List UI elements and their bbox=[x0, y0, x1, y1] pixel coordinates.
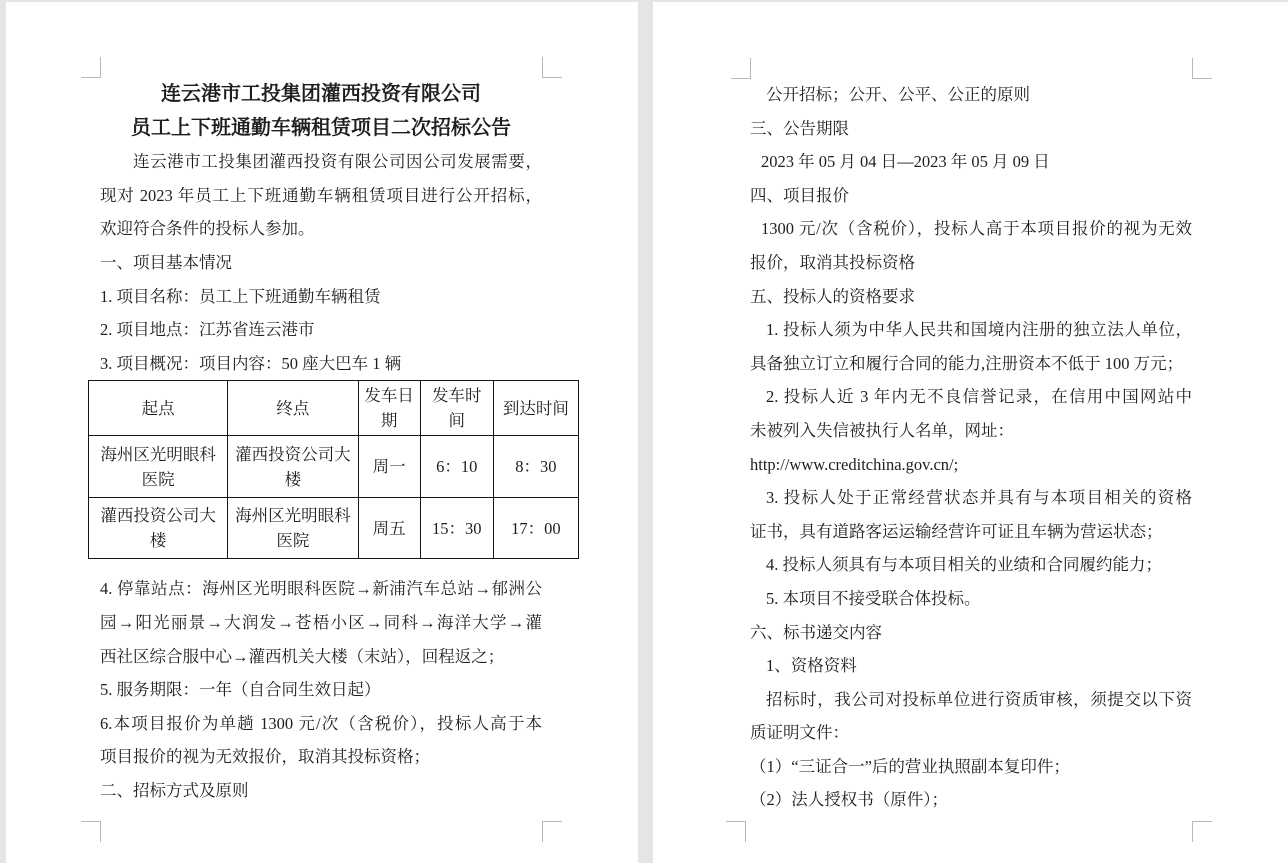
doc-title-line: 连云港市工投集团灌西投资有限公司 bbox=[161, 83, 481, 105]
doc-line: 西社区综合服中心→灌西机关大楼（末站），回程返之； bbox=[100, 646, 505, 666]
crop-mark-icon bbox=[731, 58, 751, 79]
table-cell: 灌西投资公司大楼 bbox=[228, 436, 358, 498]
col-header: 发车日期 bbox=[358, 381, 420, 436]
table-cell: 15：30 bbox=[420, 498, 493, 559]
doc-link-text: http://www.creditchina.gov.cn/; bbox=[750, 454, 959, 474]
doc-line: （1）“三证合一”后的营业执照副本复印件； bbox=[750, 756, 1070, 776]
doc-line: 1300 元/次（含税价），投标人高于本项目报价的视为无效 bbox=[761, 219, 1192, 239]
table-header-row bbox=[89, 381, 579, 436]
doc-line: 5. 本项目不接受联合体投标。 bbox=[766, 588, 981, 608]
doc-section-heading: 四、项目报价 bbox=[750, 185, 849, 205]
page-2 bbox=[750, 78, 1192, 817]
page-1 bbox=[100, 78, 569, 808]
table-cell: 海州区光明眼科医院 bbox=[228, 498, 358, 559]
doc-line: 欢迎符合条件的投标人参加。 bbox=[100, 219, 315, 239]
doc-line: 证书，具有道路客运运输经营许可证且车辆为营运状态； bbox=[750, 521, 1163, 541]
doc-section-heading: 三、公告期限 bbox=[750, 118, 849, 138]
doc-line: 公开招标；公开、公平、公正的原则 bbox=[766, 85, 1030, 104]
col-header: 到达时间 bbox=[493, 381, 578, 436]
table-cell: 8：30 bbox=[493, 436, 578, 498]
left-edge-gutter bbox=[0, 0, 6, 863]
doc-line: 具备独立订立和履行合同的能力,注册资本不低于 100 万元； bbox=[750, 353, 1184, 373]
doc-section-heading: 一、项目基本情况 bbox=[100, 252, 232, 272]
table-cell: 灌西投资公司大楼 bbox=[89, 498, 228, 559]
doc-line: 1. 投标人须为中华人民共和国境内注册的独立法人单位， bbox=[766, 320, 1192, 340]
bus-schedule-table bbox=[88, 380, 579, 559]
doc-line: 1. 项目名称：员工上下班通勤车辆租赁 bbox=[100, 286, 381, 306]
doc-line: 2. 项目地点：江苏省连云港市 bbox=[100, 320, 315, 340]
doc-line: 2. 投标人近 3 年内无不良信誉记录，在信用中国网站中 bbox=[766, 387, 1192, 407]
doc-line: 项目报价的视为无效报价，取消其投标资格； bbox=[100, 747, 430, 767]
crop-mark-icon bbox=[81, 57, 101, 78]
doc-section-heading: 六、标书递交内容 bbox=[750, 622, 882, 642]
col-header: 起点 bbox=[89, 381, 228, 436]
crop-mark-icon bbox=[726, 821, 746, 842]
table-cell: 6：10 bbox=[420, 436, 493, 498]
table-cell: 海州区光明眼科医院 bbox=[89, 436, 228, 498]
doc-line: 未被列入失信被执行人名单，网址： bbox=[750, 420, 1014, 440]
doc-line: 2023 年 05 月 04 日—2023 年 05 月 09 日 bbox=[761, 152, 1050, 172]
table-cell: 周一 bbox=[358, 436, 420, 498]
doc-line: 6.本项目报价为单趟 1300 元/次（含税价），投标人高于本 bbox=[100, 713, 542, 733]
crop-mark-icon bbox=[542, 57, 562, 78]
doc-line: 报价，取消其投标资格 bbox=[750, 252, 915, 272]
table-cell: 17：00 bbox=[493, 498, 578, 559]
doc-line: 招标时，我公司对投标单位进行资质审核，须提交以下资 bbox=[766, 689, 1192, 709]
table-cell: 周五 bbox=[358, 498, 420, 559]
crop-mark-icon bbox=[1192, 58, 1212, 79]
page-gap-gutter bbox=[638, 0, 653, 863]
crop-mark-icon bbox=[81, 821, 101, 842]
doc-line: 5. 服务期限：一年（自合同生效日起） bbox=[100, 680, 381, 700]
doc-title-line: 员工上下班通勤车辆租赁项目二次招标公告 bbox=[131, 116, 511, 139]
col-header: 终点 bbox=[228, 381, 358, 436]
doc-section-heading: 二、招标方式及原则 bbox=[100, 780, 249, 800]
doc-line: 质证明文件： bbox=[750, 723, 849, 743]
doc-line: 4. 投标人须具有与本项目相关的业绩和合同履约能力； bbox=[766, 555, 1162, 575]
table-row bbox=[89, 436, 579, 498]
doc-line: 连云港市工投集团灌西投资有限公司因公司发展需要， bbox=[133, 152, 542, 172]
crop-mark-icon bbox=[542, 821, 562, 842]
doc-line: （2）法人授权书（原件）； bbox=[750, 790, 948, 810]
doc-line: 现对 2023 年员工上下班通勤车辆租赁项目进行公开招标， bbox=[100, 185, 542, 205]
col-header: 发车时间 bbox=[420, 381, 493, 436]
doc-section-heading: 五、投标人的资格要求 bbox=[750, 286, 915, 306]
doc-line: 3. 投标人处于正常经营状态并具有与本项目相关的资格 bbox=[766, 488, 1192, 508]
doc-line: 3. 项目概况：项目内容：50 座大巴车 1 辆 bbox=[100, 353, 402, 373]
doc-line: 园→阳光丽景→大润发→苍梧小区→同科→海洋大学→灌 bbox=[100, 612, 542, 632]
doc-line: 1、资格资料 bbox=[766, 656, 857, 676]
table-row bbox=[89, 498, 579, 559]
crop-mark-icon bbox=[1192, 821, 1212, 842]
doc-line: 4. 停靠站点：海州区光明眼科医院→新浦汽车总站→郁洲公 bbox=[100, 579, 542, 599]
